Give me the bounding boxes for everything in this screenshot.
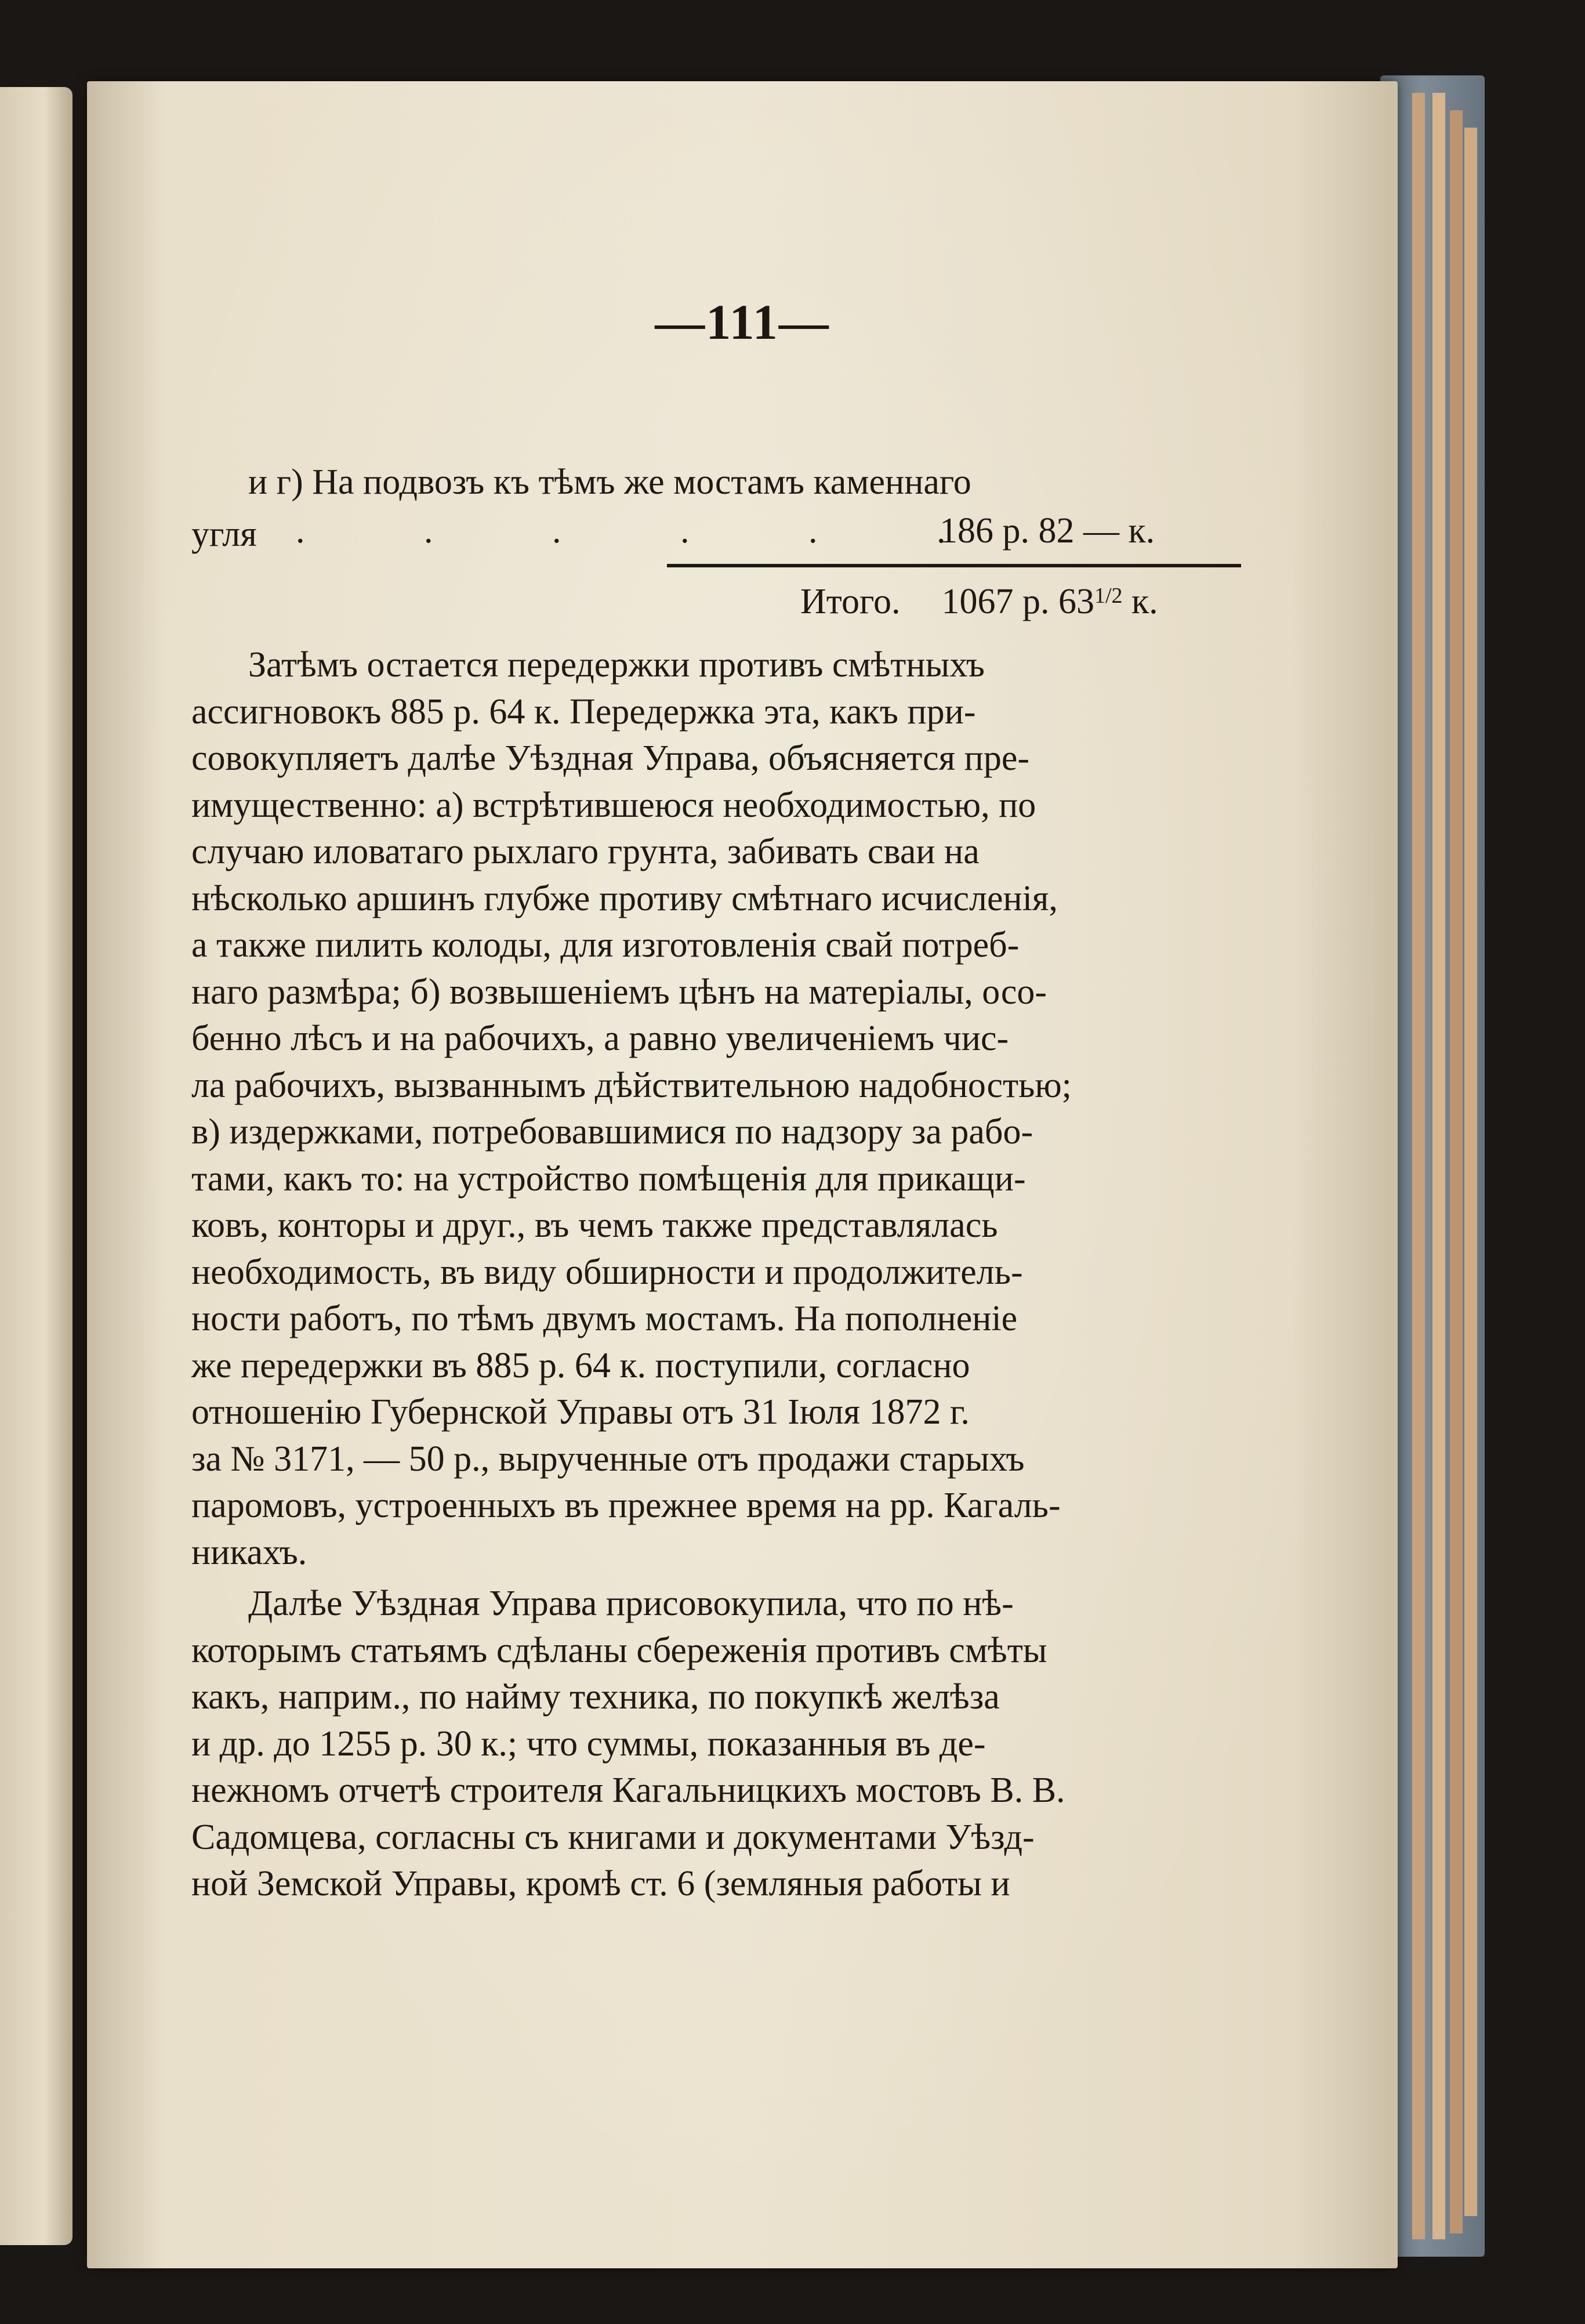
text-line: отношенію Губернской Управы отъ 31 Іюля 1872 г. <box>191 1392 970 1432</box>
leader-dots: . . . . . . <box>296 511 1001 551</box>
text-line: совокупляетъ далѣе Уѣздная Управа, объясняется пре- <box>191 739 1030 778</box>
text-line: и др. до 1255 р. 30 к.; что суммы, показанныя въ де- <box>191 1724 986 1764</box>
total-unit: к. <box>1131 582 1158 621</box>
text-line: а также пилить колоды, для изготовленія свай потреб- <box>191 925 1020 965</box>
text-line: ковъ, конторы и друг., въ чемъ также представлялась <box>191 1206 998 1245</box>
text-line: ности работъ, по тѣмъ двумъ мостамъ. На пополненіе <box>191 1299 1018 1338</box>
text-line: ной Земской Управы, кромѣ ст. 6 (земляныя работы и <box>191 1864 1010 1903</box>
text-line: паромовъ, устроенныхъ въ прежнее время на рр. Кагаль- <box>191 1486 1061 1525</box>
left-page-edge <box>0 87 72 2245</box>
text-line: нежномъ отчетѣ строителя Кагальницкихъ мостовъ В. В. <box>191 1771 1065 1810</box>
text-line: тами, какъ то: на устройство помѣщенія для прикащи- <box>191 1159 1026 1199</box>
text-line: Затѣмъ остается передержки противъ смѣтныхъ <box>248 645 985 685</box>
amount: 186 р. 82 — к. <box>940 511 1155 551</box>
text-line: за № 3171, — 50 р., вырученные отъ продажи старыхъ <box>191 1439 1025 1479</box>
text-line: и г) На подвозъ къ тѣмъ же мостамъ каменнаго <box>248 462 971 502</box>
total-amount: 1067 р. 63 <box>941 582 1094 621</box>
text-line: наго размѣра; б) возвышеніемъ цѣнъ на матеріалы, осо- <box>191 972 1047 1012</box>
total-fraction: 1/2 <box>1094 584 1123 608</box>
text-line: которымъ статьямъ сдѣланы сбереженія противъ смѣты <box>191 1631 1047 1670</box>
book-page <box>87 81 1398 2268</box>
text-line: случаю иловатаго рыхлаго грунта, забивать сваи на <box>191 832 980 871</box>
text-line: нѣсколько аршинъ глубже противу смѣтнаго исчисленія, <box>191 879 1058 918</box>
text-line: бенно лѣсъ и на рабочихъ, а равно увеличеніемъ чис- <box>191 1019 1009 1058</box>
text-line: угля <box>191 515 257 554</box>
total-rule <box>667 564 1241 567</box>
text-line: же передержки въ 885 р. 64 к. поступили, согласно <box>191 1346 970 1385</box>
text-line: Садомцева, согласны съ книгами и документами Уѣзд- <box>191 1818 1035 1857</box>
text-line: ла рабочихъ, вызваннымъ дѣйствительною надобностью; <box>191 1066 1072 1105</box>
text-line: в) издержками, потребовавшимися по надзору за рабо- <box>191 1112 1033 1152</box>
text-line: необходимость, въ виду обширности и продолжитель- <box>191 1253 1023 1292</box>
page-edge-stack <box>1412 93 1425 2239</box>
page-edge-stack <box>1464 128 1477 2216</box>
page-edge-stack <box>1450 110 1463 2233</box>
page-number: —111— <box>655 294 830 350</box>
page-edge-stack <box>1432 93 1445 2239</box>
text-line: Далѣе Уѣздная Управа присовокупила, что по нѣ- <box>248 1584 1014 1623</box>
text-line: имущественно: а) встрѣтившеюся необходимостью, по <box>191 785 1036 825</box>
text-line: какъ, наприм., по найму техника, по покупкѣ желѣза <box>191 1677 1000 1717</box>
text-line: никахъ. <box>191 1533 307 1572</box>
total-label: Итого. <box>800 582 901 621</box>
text-line: ассигновокъ 885 р. 64 к. Передержка эта, какъ при- <box>191 692 976 732</box>
total-line <box>800 581 1158 622</box>
